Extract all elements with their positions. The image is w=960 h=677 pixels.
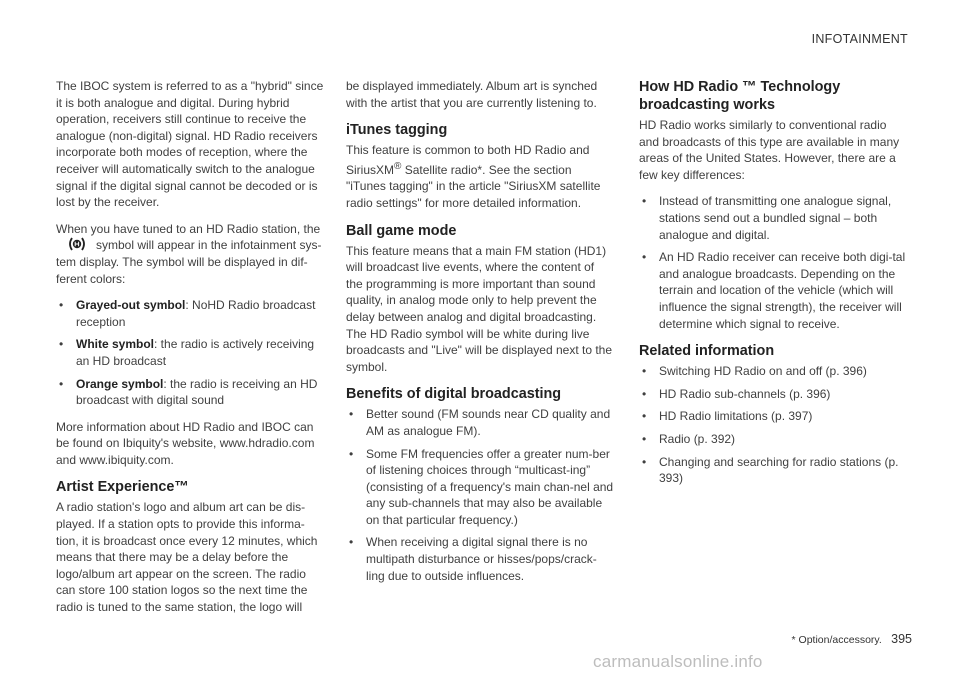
heading-ball-game-mode: Ball game mode — [346, 222, 457, 239]
heading-how-hd-radio-works: How HD Radio ™ Technology broadcasting works — [639, 79, 841, 113]
list-item: • An HD Radio receiver can receive both digi-tal and analogue broadcasts. Depending on the terrain and location of the vehicle (which will influence the signal strength), the receiver will determine which signal to receive. — [642, 250, 906, 331]
list-item: • Grayed-out symbol: NoHD Radio broadcast reception — [59, 298, 316, 329]
related-link[interactable]: • Changing and searching for radio stations (p. 393) — [642, 454, 899, 486]
related-link[interactable]: • Radio (p. 392) — [642, 431, 736, 446]
watermark: carmanualsonline.info — [593, 652, 763, 671]
list-item: • Some FM frequencies offer a greater num-ber of listening choices through “multicast-ing” (consisting of a frequency's main chan-nel and any sub-channels that may also be available on that particular frequency.) — [349, 446, 614, 527]
paragraph-artist-experience: A radio station's logo and album art can be dis-played. If a station opts to provide this informa-tion, it is broadcast once every 12 minutes, which means that there may be a delay before the logo/album art appear on the screen. The radio can store 100 station logos so the next time the radio is tuned to the same station, the logo will — [56, 500, 318, 615]
footnote-option: * Option/accessory. — [791, 634, 882, 646]
list-item: • Instead of transmitting one analogue signal, stations send out a bundled signal – both analogue and digital. — [642, 194, 892, 242]
column-1 — [56, 78, 324, 626]
differences-list — [639, 193, 907, 332]
symbol-colors-list — [56, 297, 324, 409]
paragraph-more-info: More information about HD Radio and IBOC can be found on Ibiquity's website, www.hdradio.com and www.ibiquity.com. — [56, 419, 315, 467]
paragraph-artist-continued: be displayed immediately. Album art is synched with the artist that you are currently listening to. — [346, 79, 598, 110]
heading-related-information: Related information — [639, 343, 775, 360]
list-item: • White symbol: the radio is actively receiving an HD broadcast — [59, 337, 315, 368]
related-links-list — [639, 363, 907, 487]
page-number: 395 — [891, 632, 912, 646]
heading-benefits: Benefits of digital broadcasting — [346, 386, 562, 403]
list-item: • When receiving a digital signal there is no multipath disturbance or hisses/pops/crack-ling due to outside influences. — [349, 535, 597, 583]
paragraph-symbol — [56, 221, 324, 287]
paragraph-ball-game-mode: This feature means that a main FM station (HD1) will broadcast live events, where the content of the programming is more important than sound quality, in analog mode only to help prevent the delay between analog and digital broadcasting. The HD Radio symbol will be white during live broadcasts and "Live" will be displayed next to the symbol. — [346, 243, 613, 374]
benefits-list — [346, 406, 614, 584]
related-link[interactable]: • HD Radio sub-channels (p. 396) — [642, 386, 831, 401]
column-3 — [639, 78, 907, 497]
page-footer — [792, 632, 912, 646]
related-link[interactable]: • HD Radio limitations (p. 397) — [642, 409, 813, 424]
list-item: • Better sound (FM sounds near CD quality and AM as analogue FM). — [349, 407, 611, 438]
paragraph-symbol-end: symbol will appear in the infotainment sys-tem display. The symbol will be displayed in dif-ferent colors: — [56, 238, 322, 286]
list-item: • Orange symbol: the radio is receiving an HD broadcast with digital sound — [59, 376, 318, 408]
hd-radio-icon — [68, 237, 86, 251]
paragraph-how-hd-radio-works: HD Radio works similarly to conventional radio and broadcasts of this type are available in many areas of the United States. However, there are a few key differences: — [639, 118, 900, 182]
column-2 — [346, 78, 614, 594]
paragraph-itunes-tagging: This feature is common to both HD Radio and SiriusXM® Satellite radio*. See the section "iTunes tagging" in the article "SiriusXM satellite radio settings" for more detailed information. — [346, 143, 601, 210]
paragraph-iboc: The IBOC system is referred to as a "hybrid" since it is both analogue and digital. During hybrid operation, receivers still continue to receive the analogue (non-digital) signal. HD Radio receivers incorporate both modes of reception, where the receiver will automatically switch to the analogue signal if the digital signal cannot be decoded or is lost by the receiver. — [56, 79, 324, 210]
related-link[interactable]: • Switching HD Radio on and off (p. 396) — [642, 364, 867, 379]
heading-artist-experience: Artist Experience™ — [56, 479, 189, 496]
heading-itunes-tagging: iTunes tagging — [346, 122, 448, 139]
paragraph-symbol-start: When you have tuned to an HD Radio station, the — [56, 221, 321, 236]
section-header: INFOTAINMENT — [811, 32, 908, 46]
